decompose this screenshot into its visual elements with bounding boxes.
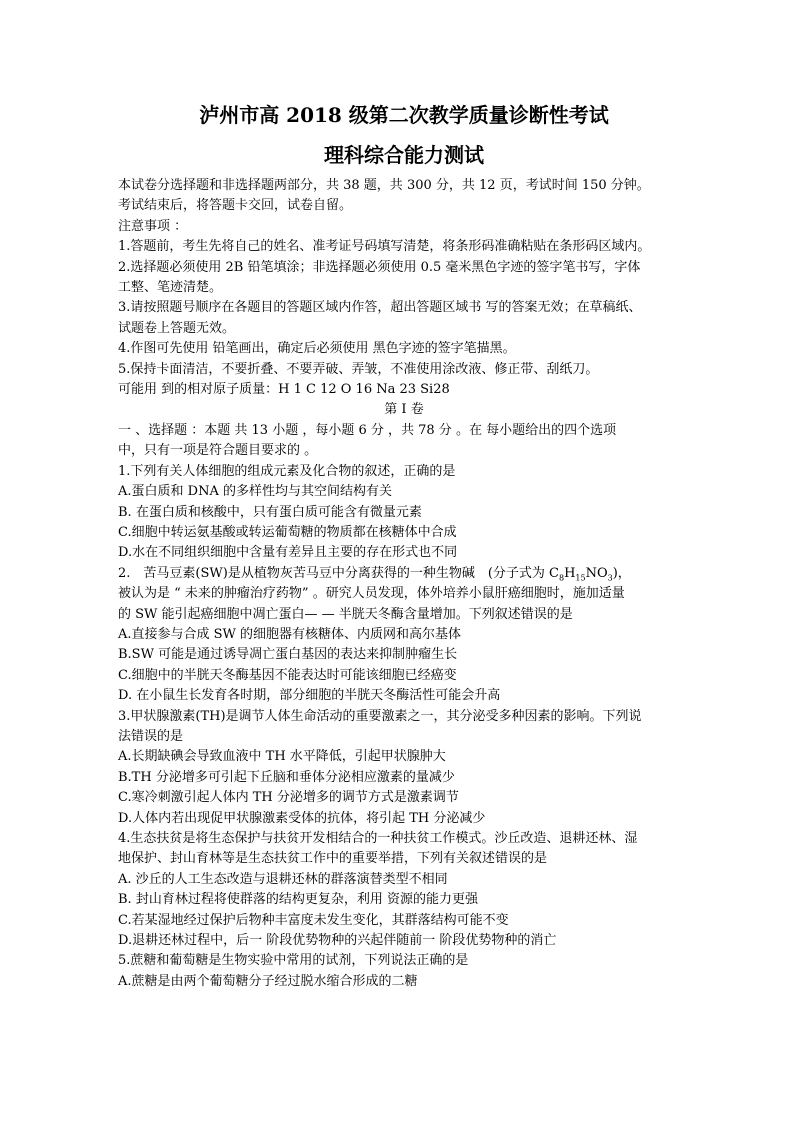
question-3-stem-cont: 法错误的是 — [118, 728, 184, 744]
formula-subscript: 3 — [607, 573, 613, 583]
question-3-option-d: D.人体内若出现促甲状腺激素受体的抗体，将引起 TH 分泌减少 — [118, 810, 486, 826]
question-2-stem-cont: 的 SW 能引起癌细胞中凋亡蛋白— — 半胱天冬酶含量增加。下列叙述错误的是 — [118, 606, 573, 622]
notice-item: 4.作图可先使用 铅笔画出，确定后必须使用 黑色字迹的签字笔描黑。 — [118, 341, 516, 357]
notice-item: 工整、笔迹清楚。 — [118, 280, 223, 296]
question-1-option-c: C.细胞中转运氨基酸或转运葡萄糖的物质都在核糖体中合成 — [118, 524, 457, 540]
question-3-option-c: C.寒冷刺激引起人体内 TH 分泌增多的调节方式是激素调节 — [118, 790, 459, 806]
question-2-option-d: D. 在小鼠生长发育各时期，部分细胞的半胱天冬酶活性可能会升高 — [118, 688, 501, 704]
question-4-option-d: D.退耕还林过程中，后一 阶段优势物种的兴起伴随前一 阶段优势物种的消亡 — [118, 933, 557, 949]
exam-page — [118, 100, 690, 992]
notice-item: 3.请按照题号顺序在各题目的答题区域内作答，超出答题区域书 写的答案无效；在草稿纸、 — [118, 300, 642, 316]
question-4-option-c: C.若某湿地经过保护后物种丰富度未发生变化，其群落结构可能不变 — [118, 912, 509, 928]
volume-label: 第 I 卷 — [384, 402, 424, 418]
formula-element: NO — [585, 565, 608, 581]
intro-line: 考试结束后，将答题卡交回，试卷自留。 — [118, 198, 353, 214]
question-4-stem-cont: 地保护、封山育林等是生态扶贫工作中的重要举措，下列有关叙述错误的是 — [118, 851, 548, 867]
question-4-option-a: A. 沙丘的人工生态改造与退耕还林的群落演替类型不相同 — [118, 871, 448, 887]
notice-item: 试题卷上答题无效。 — [118, 320, 236, 336]
exam-subtitle: 理科综合能力测试 — [324, 143, 484, 167]
question-3-option-a: A.长期缺碘会导致血液中 TH 水平降低，引起甲状腺肿大 — [118, 749, 446, 765]
formula-element: H — [564, 565, 576, 581]
question-2-stem-cont: 被认为是 “ 未来的肿瘤治疗药物” 。研究人员发现，体外培养小鼠肝癌细胞时，施加适量 — [118, 586, 625, 602]
question-1-option-a: A.蛋白质和 DNA 的多样性均与其空间结构有关 — [118, 484, 392, 500]
question-2-stem-text: 2. 苦马豆素(SW)是从植物灰苦马豆中分离获得的一种生物碱 (分子式为 C — [118, 565, 559, 581]
question-3-stem: 3.甲状腺激素(TH)是调节人体生命活动的重要激素之一，其分泌受多种因素的影响。下列说 — [118, 708, 642, 724]
question-4-stem: 4.生态扶贫是将生态保护与扶贫开发相结合的一种扶贫工作模式。沙丘改造、退耕还林、湿 — [118, 831, 638, 846]
question-1-stem: 1.下列有关人体细胞的组成元素及化合物的叙述，正确的是 — [118, 463, 456, 479]
question-5-stem: 5.蔗糖和葡萄糖是生物实验中常用的试剂，下列说法正确的是 — [118, 953, 469, 969]
notice-heading: 注意事项 ： — [118, 218, 188, 234]
question-2-option-c: C.细胞中的半胱天冬酶基因不能表达时可能该细胞已经癌变 — [118, 667, 457, 683]
notice-item: 1.答题前，考生先将自己的姓名、准考证号码填写清楚，将条形码准确粘贴在条形码区域内。 — [118, 239, 651, 255]
exam-title: 泸州市高 2018 级第二次教学质量诊断性考试 — [199, 103, 609, 127]
question-3-option-b: B.TH 分泌增多可引起下丘脑和垂体分泌相应激素的量减少 — [118, 769, 455, 785]
formula-subscript: 15 — [575, 573, 586, 583]
question-2-stem-close: )， — [612, 565, 631, 581]
intro-line: 本试卷分选择题和非选择题两部分，共 38 题，共 300 分，共 12 页，考试时间 150 分钟。 — [118, 178, 650, 193]
question-5-option-a: A.蔗糖是由两个葡萄糖分子经过脱水缩合形成的二糖 — [118, 973, 418, 989]
question-2-stem — [118, 564, 690, 584]
notice-item: 2.选择题必须使用 2B 铅笔填涂；非选择题必须使用 0.5 毫米黑色字迹的签字笔书写，字体 — [118, 259, 641, 275]
question-2-option-a: A.直接参与合成 SW 的细胞器有核糖体、内质网和高尔基体 — [118, 626, 462, 642]
notice-item: 5.保持卡面清洁，不要折叠、不要弄破、弄皱，不准使用涂改液、修正带、刮纸刀。 — [118, 361, 599, 377]
section-heading: 中，只有一项是符合题目要求的 。 — [118, 443, 318, 459]
question-2-option-b: B.SW 可能是通过诱导凋亡蛋白基因的表达来抑制肿瘤生长 — [118, 647, 458, 663]
section-heading: 一 、选择题 ：本题 共 13 小题 ，每小题 6 分 ，共 78 分 。在 每小题给出的四个选项 — [118, 422, 617, 438]
atomic-mass-line: 可能用 到的相对原子质量：H 1 C 12 O 16 Na 23 Si28 — [118, 382, 450, 398]
question-1-option-d: D.水在不同组织细胞中含量有差异且主要的存在形式也不同 — [118, 545, 458, 561]
formula-subscript: 8 — [558, 573, 565, 583]
question-1-option-b: B. 在蛋白质和核酸中，只有蛋白质可能含有微量元素 — [118, 504, 422, 520]
question-4-option-b: B. 封山育林过程将使群落的结构更复杂，利用 资源的能力更强 — [118, 892, 478, 908]
